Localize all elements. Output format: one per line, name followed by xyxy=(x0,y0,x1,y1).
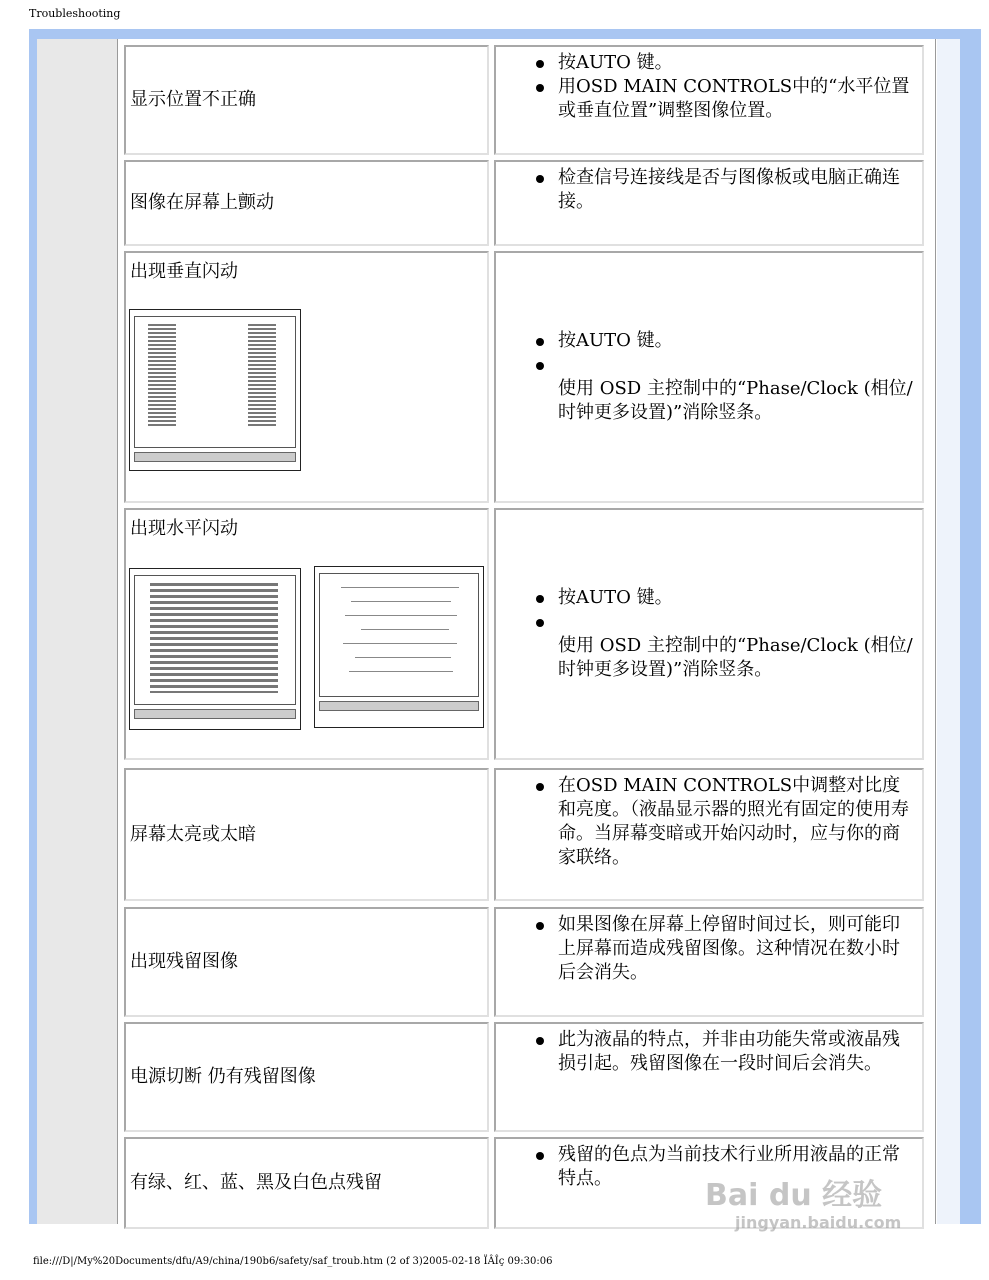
bullet-icon xyxy=(536,922,544,930)
list-item: 按AUTO 键。 xyxy=(496,586,916,610)
page-body xyxy=(37,39,960,1224)
symptom-label: 出现垂直闪动 xyxy=(130,261,238,282)
list-item: 如果图像在屏幕上停留时间过长，则可能印上屏幕而造成残留图像。这种情况在数小时后会消失。 xyxy=(496,913,916,985)
fix-cell xyxy=(494,768,924,901)
symptom-cell xyxy=(124,508,489,760)
left-margin-panel xyxy=(37,39,117,1224)
list-item: 按AUTO 键。 xyxy=(496,329,916,353)
symptom-cell xyxy=(124,1137,489,1229)
symptom-label: 图像在屏幕上颤动 xyxy=(130,192,274,213)
symptom-cell xyxy=(124,1022,489,1132)
symptom-cell xyxy=(124,251,489,503)
bullet-icon xyxy=(536,175,544,183)
list-item: 在OSD MAIN CONTROLS中调整对比度和亮度。（液晶显示器的照光有固定的使用寿命。当屏幕变暗或开始闪动时，应与你的商家联络。 xyxy=(496,774,916,870)
fix-list xyxy=(496,1028,916,1076)
symptom-cell xyxy=(124,907,489,1017)
symptom-label: 显示位置不正确 xyxy=(130,89,256,110)
bullet-icon xyxy=(536,619,544,627)
print-footer-path: file:///D|/My%20Documents/dfu/A9/china/190b6/safety/saf_troub.htm (2 of 3)2005-02-18 ÏÂÎç 09:30:06 xyxy=(33,1256,553,1267)
troubleshooting-table xyxy=(117,39,937,1224)
symptom-cell xyxy=(124,45,489,155)
horizontal-flicker-screen-image xyxy=(129,568,301,730)
symptom-label: 出现残留图像 xyxy=(130,951,238,972)
symptom-cell xyxy=(124,768,489,901)
fix-cell xyxy=(494,45,924,155)
baidu-watermark-url: jingyan.baidu.com xyxy=(735,1213,902,1232)
page-frame xyxy=(29,29,981,1224)
bullet-icon xyxy=(536,338,544,346)
symptom-cell xyxy=(124,160,489,246)
fix-list xyxy=(496,913,916,985)
bullet-icon xyxy=(536,1152,544,1160)
symptom-label: 出现水平闪动 xyxy=(130,518,238,539)
symptom-label: 有绿、红、蓝、黑及白色点残留 xyxy=(130,1172,382,1193)
divider xyxy=(935,39,936,1224)
list-item: 检查信号连接线是否与图像板或电脑正确连接。 xyxy=(496,166,916,214)
bullet-icon xyxy=(536,362,544,370)
bullet-icon xyxy=(536,1037,544,1045)
fix-list xyxy=(496,166,916,214)
horizontal-flicker-screen-image xyxy=(314,566,484,728)
symptom-label: 电源切断 仍有残留图像 xyxy=(130,1066,316,1087)
vertical-flicker-screen-image xyxy=(129,309,301,471)
list-item: 用OSD MAIN CONTROLS中的“水平位置或垂直位置”调整图像位置。 xyxy=(496,75,916,123)
list-item: 使用 OSD 主控制中的“Phase/Clock (相位/时钟更多设置)”消除竖条。 xyxy=(496,353,916,425)
fix-list xyxy=(496,774,916,870)
fix-cell xyxy=(494,508,924,760)
fix-cell xyxy=(494,1022,924,1132)
fix-list xyxy=(496,586,916,682)
right-margin-panel xyxy=(937,39,960,1224)
list-item: 此为液晶的特点，并非由功能失常或液晶残损引起。残留图像在一段时间后会消失。 xyxy=(496,1028,916,1076)
fix-cell xyxy=(494,160,924,246)
fix-cell xyxy=(494,251,924,503)
list-item: 使用 OSD 主控制中的“Phase/Clock (相位/时钟更多设置)”消除竖条。 xyxy=(496,610,916,682)
fix-cell xyxy=(494,907,924,1017)
baidu-watermark: Bai du 经验 xyxy=(705,1178,883,1213)
fix-list xyxy=(496,51,916,123)
list-item: 按AUTO 键。 xyxy=(496,51,916,75)
bullet-icon xyxy=(536,783,544,791)
fix-list xyxy=(496,329,916,425)
divider xyxy=(117,39,118,1224)
bullet-icon xyxy=(536,84,544,92)
list-item: 残留的色点为当前技术行业所用液晶的正常特点。 xyxy=(496,1143,916,1191)
print-header-title: Troubleshooting xyxy=(29,7,121,20)
symptom-label: 屏幕太亮或太暗 xyxy=(130,823,256,845)
bullet-icon xyxy=(536,60,544,68)
bullet-icon xyxy=(536,595,544,603)
